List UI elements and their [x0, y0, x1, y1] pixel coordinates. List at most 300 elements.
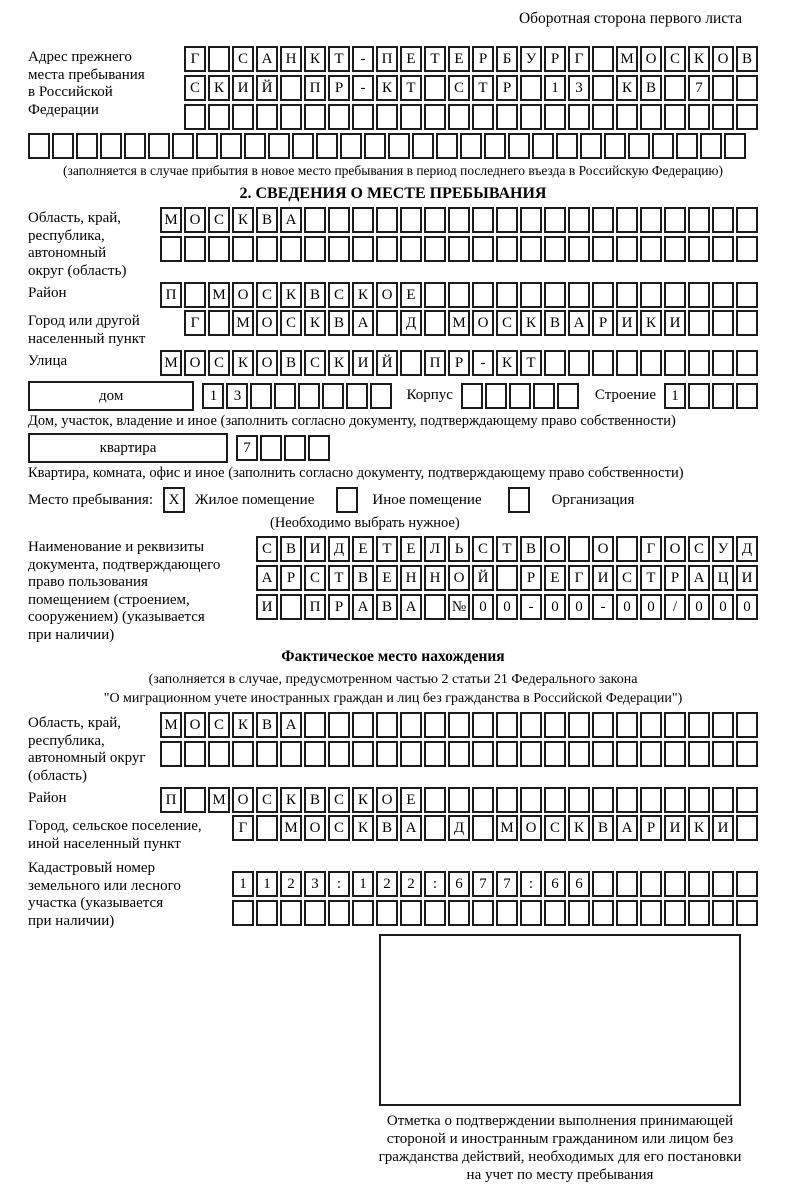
char-cell[interactable]: Д: [448, 815, 470, 841]
char-cell[interactable]: [736, 871, 758, 897]
char-cell[interactable]: 1: [202, 383, 224, 409]
char-cell[interactable]: В: [736, 46, 758, 72]
char-cell[interactable]: [472, 815, 494, 841]
char-cell[interactable]: [472, 282, 494, 308]
char-cell[interactable]: [520, 282, 542, 308]
char-cell[interactable]: [424, 104, 446, 130]
char-cell[interactable]: [280, 594, 302, 620]
char-cell[interactable]: 1: [544, 75, 566, 101]
char-cell[interactable]: М: [208, 282, 230, 308]
char-cell[interactable]: [688, 741, 710, 767]
char-cell[interactable]: [328, 207, 350, 233]
char-cell[interactable]: О: [520, 815, 542, 841]
char-cell[interactable]: [280, 741, 302, 767]
char-cell[interactable]: И: [304, 536, 326, 562]
char-cell[interactable]: В: [520, 536, 542, 562]
char-cell[interactable]: [592, 871, 614, 897]
char-cell[interactable]: 0: [568, 594, 590, 620]
char-cell[interactable]: Г: [184, 46, 206, 72]
char-cell[interactable]: Е: [400, 282, 422, 308]
char-cell[interactable]: К: [640, 310, 662, 336]
char-cell[interactable]: С: [328, 282, 350, 308]
char-cell[interactable]: [328, 236, 350, 262]
char-cell[interactable]: [304, 236, 326, 262]
char-cell[interactable]: К: [496, 350, 518, 376]
char-cell[interactable]: [352, 900, 374, 926]
char-cell[interactable]: [544, 282, 566, 308]
char-cell[interactable]: [232, 900, 254, 926]
char-cell[interactable]: Р: [280, 565, 302, 591]
char-cell[interactable]: [520, 207, 542, 233]
char-cell[interactable]: [568, 741, 590, 767]
char-cell[interactable]: С: [448, 75, 470, 101]
char-cell[interactable]: А: [256, 46, 278, 72]
char-cell[interactable]: [256, 104, 278, 130]
char-cell[interactable]: [592, 350, 614, 376]
char-cell[interactable]: П: [160, 787, 182, 813]
char-cell[interactable]: [376, 236, 398, 262]
char-cell[interactable]: К: [304, 46, 326, 72]
char-cell[interactable]: [352, 712, 374, 738]
char-cell[interactable]: 2: [400, 871, 422, 897]
char-cell[interactable]: А: [280, 207, 302, 233]
char-cell[interactable]: [370, 383, 392, 409]
char-cell[interactable]: 6: [448, 871, 470, 897]
char-cell[interactable]: [400, 207, 422, 233]
char-cell[interactable]: К: [616, 75, 638, 101]
char-cell[interactable]: 0: [544, 594, 566, 620]
char-cell[interactable]: -: [352, 75, 374, 101]
char-cell[interactable]: [664, 787, 686, 813]
char-cell[interactable]: К: [688, 46, 710, 72]
char-cell[interactable]: [424, 207, 446, 233]
char-cell[interactable]: [352, 741, 374, 767]
char-cell[interactable]: [250, 383, 272, 409]
char-cell[interactable]: [280, 900, 302, 926]
char-cell[interactable]: [712, 282, 734, 308]
char-cell[interactable]: [208, 104, 230, 130]
char-cell[interactable]: С: [208, 712, 230, 738]
char-cell[interactable]: 6: [544, 871, 566, 897]
char-cell[interactable]: [472, 207, 494, 233]
char-cell[interactable]: [592, 787, 614, 813]
checkbox-residential[interactable]: X: [163, 487, 185, 513]
char-cell[interactable]: П: [160, 282, 182, 308]
char-cell[interactable]: Р: [448, 350, 470, 376]
char-cell[interactable]: [568, 536, 590, 562]
char-cell[interactable]: [448, 741, 470, 767]
char-cell[interactable]: О: [232, 282, 254, 308]
char-cell[interactable]: Е: [400, 787, 422, 813]
char-cell[interactable]: [485, 383, 507, 409]
char-cell[interactable]: [172, 133, 194, 159]
char-cell[interactable]: С: [256, 536, 278, 562]
checkbox-other-premises[interactable]: [336, 487, 358, 513]
char-cell[interactable]: [688, 712, 710, 738]
char-cell[interactable]: 0: [616, 594, 638, 620]
char-cell[interactable]: [712, 236, 734, 262]
char-cell[interactable]: [424, 815, 446, 841]
char-cell[interactable]: С: [208, 207, 230, 233]
char-cell[interactable]: [664, 871, 686, 897]
char-cell[interactable]: С: [496, 310, 518, 336]
char-cell[interactable]: Т: [424, 46, 446, 72]
char-cell[interactable]: [544, 236, 566, 262]
char-cell[interactable]: [328, 712, 350, 738]
char-cell[interactable]: [232, 236, 254, 262]
char-cell[interactable]: [736, 75, 758, 101]
char-cell[interactable]: А: [280, 712, 302, 738]
char-cell[interactable]: Т: [328, 565, 350, 591]
char-cell[interactable]: Д: [736, 536, 758, 562]
char-cell[interactable]: И: [352, 350, 374, 376]
char-cell[interactable]: [352, 207, 374, 233]
char-cell[interactable]: [316, 133, 338, 159]
char-cell[interactable]: И: [592, 565, 614, 591]
char-cell[interactable]: [424, 787, 446, 813]
char-cell[interactable]: И: [616, 310, 638, 336]
char-cell[interactable]: [568, 236, 590, 262]
char-cell[interactable]: [472, 236, 494, 262]
char-cell[interactable]: [664, 104, 686, 130]
char-cell[interactable]: [304, 712, 326, 738]
char-cell[interactable]: К: [352, 787, 374, 813]
char-cell[interactable]: Н: [280, 46, 302, 72]
char-cell[interactable]: М: [616, 46, 638, 72]
char-cell[interactable]: М: [160, 207, 182, 233]
char-cell[interactable]: [424, 900, 446, 926]
char-cell[interactable]: [712, 741, 734, 767]
char-cell[interactable]: Р: [592, 310, 614, 336]
char-cell[interactable]: [604, 133, 626, 159]
char-cell[interactable]: С: [304, 350, 326, 376]
char-cell[interactable]: Р: [472, 46, 494, 72]
char-cell[interactable]: [460, 133, 482, 159]
char-cell[interactable]: В: [256, 712, 278, 738]
char-cell[interactable]: 7: [236, 435, 258, 461]
char-cell[interactable]: И: [712, 815, 734, 841]
char-cell[interactable]: В: [592, 815, 614, 841]
char-cell[interactable]: [376, 741, 398, 767]
char-cell[interactable]: 0: [496, 594, 518, 620]
char-cell[interactable]: 0: [640, 594, 662, 620]
char-cell[interactable]: [688, 383, 710, 409]
char-cell[interactable]: [424, 741, 446, 767]
char-cell[interactable]: [592, 712, 614, 738]
char-cell[interactable]: Н: [400, 565, 422, 591]
char-cell[interactable]: [592, 282, 614, 308]
char-cell[interactable]: С: [280, 310, 302, 336]
char-cell[interactable]: [616, 712, 638, 738]
char-cell[interactable]: [472, 712, 494, 738]
char-cell[interactable]: [688, 350, 710, 376]
char-cell[interactable]: П: [376, 46, 398, 72]
char-cell[interactable]: 1: [664, 383, 686, 409]
char-cell[interactable]: [592, 741, 614, 767]
char-cell[interactable]: [304, 207, 326, 233]
char-cell[interactable]: [736, 350, 758, 376]
char-cell[interactable]: Г: [568, 565, 590, 591]
char-cell[interactable]: К: [280, 282, 302, 308]
char-cell[interactable]: [232, 104, 254, 130]
char-cell[interactable]: [376, 712, 398, 738]
char-cell[interactable]: [340, 133, 362, 159]
char-cell[interactable]: [688, 787, 710, 813]
char-cell[interactable]: О: [712, 46, 734, 72]
char-cell[interactable]: А: [352, 310, 374, 336]
char-cell[interactable]: [688, 104, 710, 130]
char-cell[interactable]: [256, 741, 278, 767]
char-cell[interactable]: [592, 900, 614, 926]
char-cell[interactable]: [448, 207, 470, 233]
char-cell[interactable]: [544, 104, 566, 130]
char-cell[interactable]: [328, 900, 350, 926]
char-cell[interactable]: [712, 104, 734, 130]
char-cell[interactable]: О: [592, 536, 614, 562]
char-cell[interactable]: [496, 741, 518, 767]
char-cell[interactable]: [376, 310, 398, 336]
apartment-type-box[interactable]: [28, 433, 228, 463]
char-cell[interactable]: К: [352, 282, 374, 308]
char-cell[interactable]: [400, 236, 422, 262]
char-cell[interactable]: К: [280, 787, 302, 813]
char-cell[interactable]: -: [592, 594, 614, 620]
char-cell[interactable]: [628, 133, 650, 159]
char-cell[interactable]: [364, 133, 386, 159]
char-cell[interactable]: -: [472, 350, 494, 376]
char-cell[interactable]: [520, 712, 542, 738]
char-cell[interactable]: 7: [496, 871, 518, 897]
char-cell[interactable]: В: [544, 310, 566, 336]
char-cell[interactable]: 7: [472, 871, 494, 897]
char-cell[interactable]: О: [184, 712, 206, 738]
char-cell[interactable]: [520, 787, 542, 813]
char-cell[interactable]: [496, 207, 518, 233]
char-cell[interactable]: [640, 282, 662, 308]
char-cell[interactable]: [412, 133, 434, 159]
char-cell[interactable]: Т: [400, 75, 422, 101]
char-cell[interactable]: [280, 236, 302, 262]
char-cell[interactable]: В: [376, 594, 398, 620]
char-cell[interactable]: С: [328, 815, 350, 841]
char-cell[interactable]: [592, 75, 614, 101]
char-cell[interactable]: [736, 104, 758, 130]
char-cell[interactable]: [304, 741, 326, 767]
char-cell[interactable]: Е: [448, 46, 470, 72]
char-cell[interactable]: О: [376, 282, 398, 308]
char-cell[interactable]: [322, 383, 344, 409]
char-cell[interactable]: [472, 900, 494, 926]
char-cell[interactable]: Р: [664, 565, 686, 591]
char-cell[interactable]: [298, 383, 320, 409]
char-cell[interactable]: М: [280, 815, 302, 841]
char-cell[interactable]: [196, 133, 218, 159]
char-cell[interactable]: [184, 741, 206, 767]
char-cell[interactable]: [652, 133, 674, 159]
char-cell[interactable]: [304, 104, 326, 130]
char-cell[interactable]: :: [328, 871, 350, 897]
char-cell[interactable]: [712, 712, 734, 738]
char-cell[interactable]: [688, 207, 710, 233]
char-cell[interactable]: [712, 787, 734, 813]
char-cell[interactable]: [592, 46, 614, 72]
char-cell[interactable]: С: [184, 75, 206, 101]
char-cell[interactable]: Е: [376, 565, 398, 591]
char-cell[interactable]: С: [664, 46, 686, 72]
char-cell[interactable]: М: [448, 310, 470, 336]
char-cell[interactable]: [52, 133, 74, 159]
char-cell[interactable]: [688, 310, 710, 336]
char-cell[interactable]: [400, 350, 422, 376]
char-cell[interactable]: [520, 741, 542, 767]
char-cell[interactable]: [640, 900, 662, 926]
char-cell[interactable]: 3: [226, 383, 248, 409]
char-cell[interactable]: А: [616, 815, 638, 841]
char-cell[interactable]: [160, 236, 182, 262]
char-cell[interactable]: [472, 104, 494, 130]
char-cell[interactable]: [616, 536, 638, 562]
char-cell[interactable]: [148, 133, 170, 159]
char-cell[interactable]: 0: [472, 594, 494, 620]
char-cell[interactable]: [616, 236, 638, 262]
char-cell[interactable]: 1: [232, 871, 254, 897]
char-cell[interactable]: [448, 787, 470, 813]
char-cell[interactable]: [232, 741, 254, 767]
char-cell[interactable]: 0: [712, 594, 734, 620]
char-cell[interactable]: /: [664, 594, 686, 620]
char-cell[interactable]: К: [352, 815, 374, 841]
char-cell[interactable]: И: [664, 310, 686, 336]
char-cell[interactable]: М: [496, 815, 518, 841]
char-cell[interactable]: О: [184, 207, 206, 233]
char-cell[interactable]: [544, 350, 566, 376]
char-cell[interactable]: [700, 133, 722, 159]
char-cell[interactable]: Р: [328, 594, 350, 620]
char-cell[interactable]: Й: [376, 350, 398, 376]
char-cell[interactable]: [568, 787, 590, 813]
char-cell[interactable]: В: [280, 350, 302, 376]
char-cell[interactable]: [328, 741, 350, 767]
char-cell[interactable]: Л: [424, 536, 446, 562]
char-cell[interactable]: В: [328, 310, 350, 336]
char-cell[interactable]: Й: [472, 565, 494, 591]
char-cell[interactable]: А: [256, 565, 278, 591]
char-cell[interactable]: [284, 435, 306, 461]
char-cell[interactable]: [424, 712, 446, 738]
char-cell[interactable]: Т: [328, 46, 350, 72]
char-cell[interactable]: Р: [328, 75, 350, 101]
char-cell[interactable]: О: [256, 310, 278, 336]
char-cell[interactable]: [736, 207, 758, 233]
char-cell[interactable]: И: [664, 815, 686, 841]
char-cell[interactable]: К: [688, 815, 710, 841]
char-cell[interactable]: [496, 712, 518, 738]
char-cell[interactable]: 2: [280, 871, 302, 897]
char-cell[interactable]: П: [304, 75, 326, 101]
char-cell[interactable]: [496, 282, 518, 308]
char-cell[interactable]: А: [568, 310, 590, 336]
char-cell[interactable]: [664, 207, 686, 233]
char-cell[interactable]: К: [328, 350, 350, 376]
char-cell[interactable]: -: [352, 46, 374, 72]
char-cell[interactable]: Й: [256, 75, 278, 101]
char-cell[interactable]: [557, 383, 579, 409]
char-cell[interactable]: [592, 104, 614, 130]
char-cell[interactable]: М: [160, 712, 182, 738]
char-cell[interactable]: Е: [544, 565, 566, 591]
char-cell[interactable]: [533, 383, 555, 409]
char-cell[interactable]: [568, 900, 590, 926]
char-cell[interactable]: К: [376, 75, 398, 101]
char-cell[interactable]: [688, 236, 710, 262]
char-cell[interactable]: [640, 741, 662, 767]
char-cell[interactable]: [308, 435, 330, 461]
char-cell[interactable]: С: [232, 46, 254, 72]
char-cell[interactable]: О: [448, 565, 470, 591]
char-cell[interactable]: [400, 104, 422, 130]
char-cell[interactable]: [568, 207, 590, 233]
char-cell[interactable]: Р: [640, 815, 662, 841]
char-cell[interactable]: [76, 133, 98, 159]
char-cell[interactable]: [376, 900, 398, 926]
char-cell[interactable]: Ь: [448, 536, 470, 562]
char-cell[interactable]: [424, 594, 446, 620]
char-cell[interactable]: [736, 712, 758, 738]
char-cell[interactable]: 2: [376, 871, 398, 897]
char-cell[interactable]: [328, 104, 350, 130]
char-cell[interactable]: И: [256, 594, 278, 620]
char-cell[interactable]: [256, 900, 278, 926]
char-cell[interactable]: [724, 133, 746, 159]
char-cell[interactable]: [352, 104, 374, 130]
char-cell[interactable]: П: [424, 350, 446, 376]
char-cell[interactable]: [472, 787, 494, 813]
char-cell[interactable]: [544, 741, 566, 767]
char-cell[interactable]: [520, 236, 542, 262]
char-cell[interactable]: [424, 75, 446, 101]
char-cell[interactable]: В: [640, 75, 662, 101]
char-cell[interactable]: Т: [520, 350, 542, 376]
char-cell[interactable]: О: [664, 536, 686, 562]
char-cell[interactable]: [260, 435, 282, 461]
char-cell[interactable]: Г: [568, 46, 590, 72]
char-cell[interactable]: [461, 383, 483, 409]
char-cell[interactable]: Р: [496, 75, 518, 101]
char-cell[interactable]: 7: [688, 75, 710, 101]
char-cell[interactable]: [664, 712, 686, 738]
char-cell[interactable]: [496, 565, 518, 591]
char-cell[interactable]: [736, 383, 758, 409]
char-cell[interactable]: [124, 133, 146, 159]
char-cell[interactable]: У: [712, 536, 734, 562]
char-cell[interactable]: [184, 787, 206, 813]
char-cell[interactable]: О: [472, 310, 494, 336]
char-cell[interactable]: Р: [520, 565, 542, 591]
char-cell[interactable]: [544, 900, 566, 926]
char-cell[interactable]: [664, 75, 686, 101]
char-cell[interactable]: [592, 207, 614, 233]
char-cell[interactable]: [712, 75, 734, 101]
char-cell[interactable]: [448, 104, 470, 130]
char-cell[interactable]: [568, 104, 590, 130]
char-cell[interactable]: [664, 236, 686, 262]
char-cell[interactable]: [256, 236, 278, 262]
char-cell[interactable]: [424, 310, 446, 336]
char-cell[interactable]: [292, 133, 314, 159]
char-cell[interactable]: [640, 350, 662, 376]
char-cell[interactable]: [520, 900, 542, 926]
char-cell[interactable]: №: [448, 594, 470, 620]
